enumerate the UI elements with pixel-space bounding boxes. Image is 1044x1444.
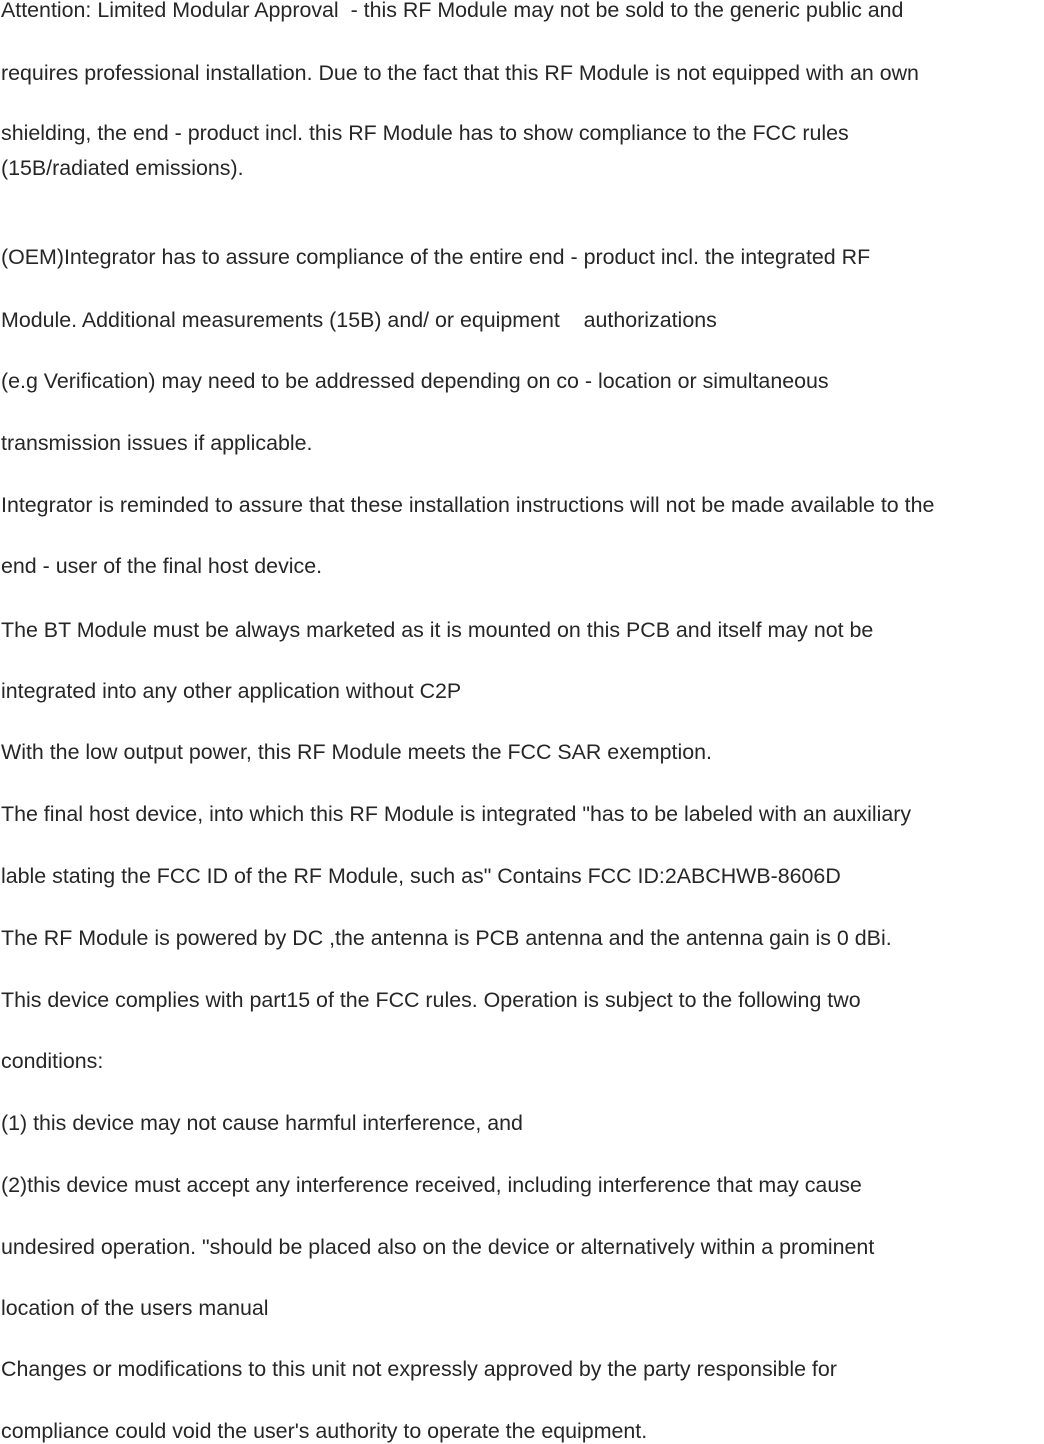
text-line: With the low output power, this RF Module meets the FCC SAR exemption. <box>1 740 712 764</box>
text-line: The final host device, into which this RF Module is integrated "has to be labeled with an auxiliary <box>1 802 912 826</box>
text-line: The RF Module is powered by DC ,the antenna is PCB antenna and the antenna gain is 0 dBi. <box>1 926 892 950</box>
text-line: undesired operation. "should be placed also on the device or alternatively within a prominent <box>1 1235 875 1259</box>
text-line: compliance could void the user's authority to operate the equipment. <box>1 1419 648 1443</box>
text-line: transmission issues if applicable. <box>1 431 313 455</box>
text-line: Integrator is reminded to assure that these installation instructions will not be made available to the <box>1 493 935 517</box>
text-line: The BT Module must be always marketed as it is mounted on this PCB and itself may not be <box>1 618 874 642</box>
text-line: Changes or modifications to this unit not expressly approved by the party responsible for <box>1 1357 837 1381</box>
text-line: location of the users manual <box>1 1296 269 1320</box>
text-line: (OEM)Integrator has to assure compliance of the entire end ‑ product incl. the integrated RF <box>1 245 871 269</box>
text-line: integrated into any other application without C2P <box>1 679 462 703</box>
text-line: shielding, the end ‑ product incl. this RF Module has to show compliance to the FCC rules <box>1 121 849 145</box>
text-line: This device complies with part15 of the FCC rules. Operation is subject to the following two <box>1 988 861 1012</box>
text-line: requires professional installation. Due to the fact that this RF Module is not equipped with an own <box>1 61 919 85</box>
text-line: Attention: Limited Modular Approval ‑ this RF Module may not be sold to the generic public and <box>1 0 904 22</box>
text-line: (e.g Verification) may need to be addressed depending on co ‑ location or simultaneous <box>1 369 829 393</box>
text-line: (15B/radiated emissions). <box>1 156 244 180</box>
text-line: (1) this device may not cause harmful interference, and <box>1 1111 523 1135</box>
text-line: conditions: <box>1 1049 104 1073</box>
text-line: lable stating the FCC ID of the RF Module, such as" Contains FCC ID:2ABCHWB-8606D <box>1 864 841 888</box>
text-line: end ‑ user of the final host device. <box>1 554 323 578</box>
text-line: Module. Additional measurements (15B) and/ or equipment authorizations <box>1 308 717 332</box>
text-line: (2)this device must accept any interference received, including interference that may cause <box>1 1173 862 1197</box>
